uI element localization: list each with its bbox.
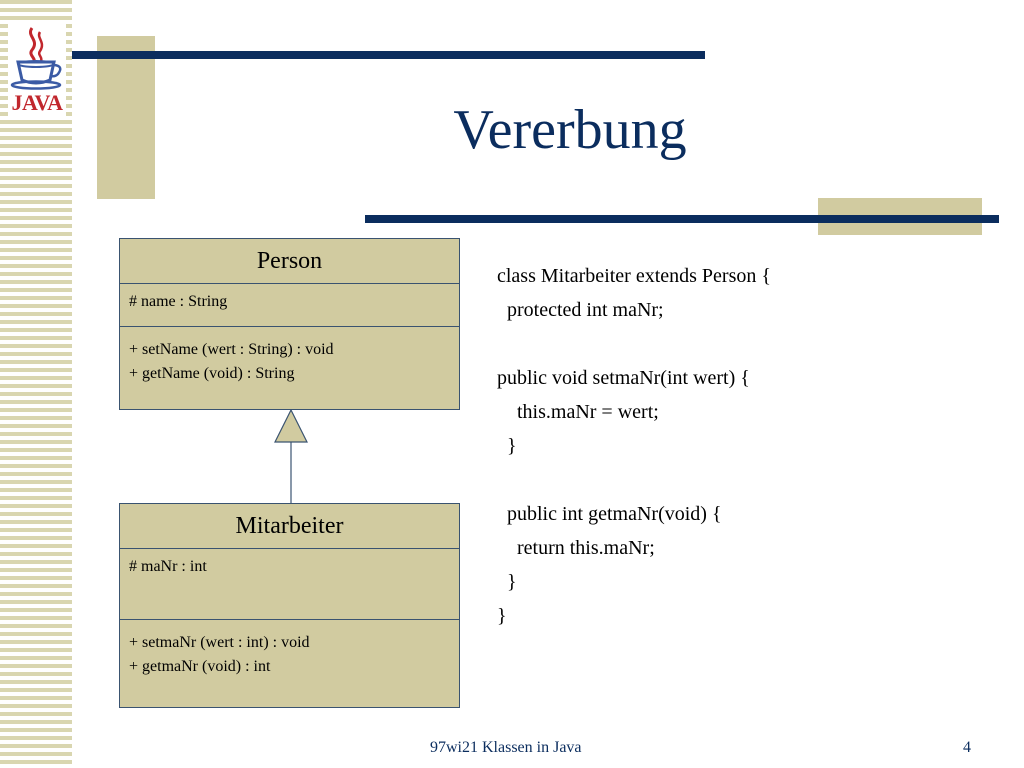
code-listing (497, 259, 771, 633)
uml-class-name: Mitarbeiter (120, 504, 459, 549)
uml-operation: + setName (wert : String) : void (129, 341, 334, 358)
slide-title: Vererbung (453, 99, 687, 161)
java-logo-text: JAVA (11, 90, 63, 115)
code-line: class Mitarbeiter extends Person { (497, 265, 771, 287)
uml-class-person (119, 238, 460, 410)
code-line: protected int maNr; (497, 299, 664, 321)
code-line: } (497, 571, 517, 593)
uml-attributes (120, 549, 459, 620)
uml-attribute: # name : String (129, 293, 228, 310)
footer-text: 97wi21 Klassen in Java (430, 739, 582, 756)
code-line: this.maNr = wert; (497, 401, 659, 423)
title-rule-top (72, 51, 705, 59)
code-line: return this.maNr; (497, 537, 655, 559)
code-line: public void setmaNr(int wert) { (497, 367, 750, 389)
java-logo (8, 24, 66, 120)
page-number: 4 (963, 739, 971, 756)
inheritance-triangle (275, 410, 307, 442)
uml-class-name: Person (120, 239, 459, 284)
uml-operations (120, 620, 459, 679)
java-coffee-cup-icon (8, 24, 66, 90)
uml-operation: + setmaNr (wert : int) : void (129, 634, 310, 651)
code-line (497, 463, 771, 497)
code-line (497, 327, 771, 361)
code-line: public int getmaNr(void) { (497, 503, 722, 525)
uml-attribute: # maNr : int (129, 558, 207, 575)
uml-class-mitarbeiter (119, 503, 460, 708)
code-line: } (497, 605, 507, 627)
title-rule-bottom (365, 215, 999, 223)
uml-attributes (120, 284, 459, 327)
decorative-block (97, 36, 155, 199)
inheritance-arrow (270, 409, 312, 505)
code-line: } (497, 435, 517, 457)
uml-operation: + getName (void) : String (129, 365, 295, 382)
uml-operations (120, 327, 459, 386)
uml-operation: + getmaNr (void) : int (129, 658, 271, 675)
